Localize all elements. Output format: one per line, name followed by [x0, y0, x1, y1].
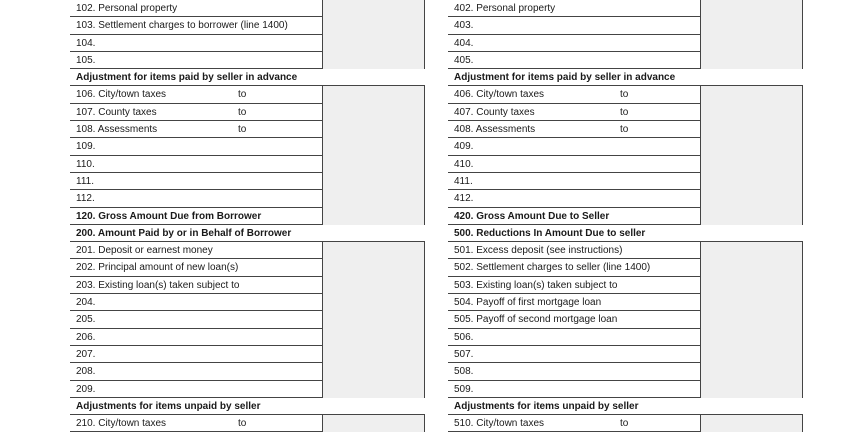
form-row	[448, 69, 803, 86]
form-row	[70, 52, 425, 69]
line-label: 102. Personal property	[76, 3, 178, 14]
form-row	[448, 259, 803, 276]
line-label: 107. County taxes	[76, 106, 157, 118]
form-row	[448, 35, 803, 52]
form-row	[448, 190, 803, 207]
amount-field[interactable]	[322, 104, 425, 121]
seller-section	[448, 0, 803, 432]
form-row	[70, 17, 425, 34]
form-row	[448, 156, 803, 173]
form-row	[448, 398, 803, 415]
amount-field[interactable]	[322, 52, 425, 69]
line-label: 500. Reductions In Amount Due to seller	[454, 227, 646, 239]
form-row	[448, 363, 803, 380]
line-label: 503. Existing loan(s) taken subject to	[454, 279, 618, 291]
line-label: 408. Assessments	[454, 124, 536, 136]
amount-field[interactable]	[700, 104, 803, 121]
form-row	[70, 208, 425, 225]
amount-field[interactable]	[322, 156, 425, 173]
amount-field[interactable]	[700, 121, 803, 138]
form-row	[448, 86, 803, 103]
line-label: 506.	[454, 331, 474, 343]
line-label: 206.	[76, 331, 96, 343]
amount-field[interactable]	[700, 17, 803, 34]
line-label: 504. Payoff of first mortgage loan	[454, 297, 602, 309]
amount-field[interactable]	[700, 381, 803, 398]
amount-field[interactable]	[700, 0, 803, 17]
amount-field[interactable]	[322, 35, 425, 52]
amount-field[interactable]	[322, 121, 425, 138]
line-label: 510. City/town taxes	[454, 418, 545, 430]
line-label: 404.	[454, 37, 474, 49]
line-label: 507.	[454, 348, 474, 360]
form-row	[448, 311, 803, 328]
amount-field[interactable]	[322, 294, 425, 311]
line-label: 110.	[76, 158, 95, 170]
line-label: 420. Gross Amount Due to Seller	[454, 210, 610, 222]
amount-field[interactable]	[322, 86, 425, 103]
date-range-to-label: to	[238, 124, 247, 136]
amount-field[interactable]	[322, 381, 425, 398]
line-label: Adjustment for items paid by seller in advance	[76, 72, 298, 84]
amount-field[interactable]	[322, 17, 425, 34]
amount-field[interactable]	[322, 190, 425, 207]
line-label: 108. Assessments	[76, 124, 158, 136]
line-label: 202. Principal amount of new loan(s)	[76, 262, 239, 274]
line-label: 200. Amount Paid by or in Behalf of Borrower	[76, 227, 292, 239]
amount-field[interactable]	[700, 86, 803, 103]
line-label: 205.	[76, 314, 96, 326]
line-label: 104.	[76, 37, 96, 49]
line-label: 210. City/town taxes	[76, 418, 167, 430]
line-label: 208.	[76, 366, 96, 378]
amount-field[interactable]	[322, 138, 425, 155]
form-row	[70, 190, 425, 207]
line-label: 407. County taxes	[454, 106, 535, 118]
date-range-to-label: to	[238, 89, 247, 101]
form-row	[70, 242, 425, 259]
date-range-to-label: to	[238, 418, 247, 430]
line-label: 403.	[454, 20, 474, 32]
form-row	[448, 104, 803, 121]
form-row	[448, 138, 803, 155]
amount-field[interactable]	[700, 242, 803, 259]
line-label: 111.	[76, 175, 94, 187]
form-row	[70, 294, 425, 311]
line-label: 411.	[454, 175, 473, 187]
amount-field[interactable]	[322, 415, 425, 432]
amount-field[interactable]	[700, 138, 803, 155]
line-label: 508.	[454, 366, 474, 378]
amount-field[interactable]	[700, 277, 803, 294]
form-row	[448, 208, 803, 225]
form-row	[70, 311, 425, 328]
line-label: 120. Gross Amount Due from Borrower	[76, 210, 262, 222]
amount-field[interactable]	[700, 346, 803, 363]
amount-field[interactable]	[322, 311, 425, 328]
form-row	[70, 329, 425, 346]
form-row	[448, 17, 803, 34]
line-label: 405.	[454, 54, 474, 66]
amount-field[interactable]	[322, 208, 425, 225]
form-row	[70, 69, 425, 86]
amount-field[interactable]	[700, 35, 803, 52]
amount-field[interactable]	[322, 259, 425, 276]
amount-field[interactable]	[700, 208, 803, 225]
line-label: 406. City/town taxes	[454, 89, 545, 101]
line-label: 103. Settlement charges to borrower (line 1400)	[76, 20, 288, 32]
amount-field[interactable]	[700, 311, 803, 328]
line-label: 505. Payoff of second mortgage loan	[454, 314, 618, 326]
amount-field[interactable]	[700, 294, 803, 311]
line-label: 105.	[76, 54, 96, 66]
form-row	[70, 225, 425, 242]
form-row	[70, 381, 425, 398]
form-row	[448, 415, 803, 432]
line-label: 203. Existing loan(s) taken subject to	[76, 279, 240, 291]
amount-field[interactable]	[700, 415, 803, 432]
form-row	[70, 121, 425, 138]
form-row	[448, 121, 803, 138]
date-range-to-label: to	[620, 106, 629, 118]
form-row	[448, 173, 803, 190]
amount-field[interactable]	[700, 156, 803, 173]
form-row	[70, 363, 425, 380]
amount-field[interactable]	[700, 363, 803, 380]
amount-field[interactable]	[700, 190, 803, 207]
line-label: 501. Excess deposit (see instructions)	[454, 245, 623, 257]
line-label: 204.	[76, 297, 96, 309]
line-label: 412.	[454, 193, 474, 205]
form-row	[448, 277, 803, 294]
form-row	[70, 104, 425, 121]
form-row	[70, 86, 425, 103]
amount-field[interactable]	[322, 277, 425, 294]
amount-field[interactable]	[700, 173, 803, 190]
line-label: 502. Settlement charges to seller (line 1400)	[454, 262, 651, 274]
date-range-to-label: to	[620, 124, 629, 136]
line-label: Adjustments for items unpaid by seller	[76, 400, 261, 412]
amount-field[interactable]	[322, 242, 425, 259]
form-row	[70, 277, 425, 294]
amount-field[interactable]	[322, 329, 425, 346]
form-row	[70, 259, 425, 276]
form-row	[70, 398, 425, 415]
form-row	[70, 415, 425, 432]
form-row	[448, 381, 803, 398]
amount-field[interactable]	[700, 259, 803, 276]
line-label: Adjustment for items paid by seller in advance	[454, 72, 676, 84]
line-label: 410.	[454, 158, 474, 170]
form-row	[448, 242, 803, 259]
date-range-to-label: to	[620, 89, 629, 101]
amount-field[interactable]	[700, 52, 803, 69]
line-label: 402. Personal property	[454, 3, 556, 14]
form-row	[70, 35, 425, 52]
line-label: 207.	[76, 348, 96, 360]
borrower-section	[70, 0, 425, 432]
amount-field[interactable]	[700, 329, 803, 346]
line-label: 112.	[76, 193, 95, 205]
form-row	[448, 329, 803, 346]
form-row	[70, 138, 425, 155]
line-label: 409.	[454, 141, 474, 153]
line-label: 109.	[76, 141, 96, 153]
line-label: 201. Deposit or earnest money	[76, 245, 213, 257]
form-row	[448, 225, 803, 242]
form-row	[448, 52, 803, 69]
form-row	[70, 156, 425, 173]
amount-field[interactable]	[322, 173, 425, 190]
amount-field[interactable]	[322, 363, 425, 380]
amount-field[interactable]	[322, 346, 425, 363]
line-label: 509.	[454, 383, 474, 395]
form-row	[448, 0, 803, 17]
form-row	[448, 294, 803, 311]
line-label: 106. City/town taxes	[76, 89, 167, 101]
form-row	[70, 0, 425, 17]
form-row	[70, 346, 425, 363]
form-row	[70, 173, 425, 190]
line-label: 209.	[76, 383, 96, 395]
form-row	[448, 346, 803, 363]
amount-field[interactable]	[322, 0, 425, 17]
date-range-to-label: to	[620, 418, 629, 430]
date-range-to-label: to	[238, 106, 247, 118]
line-label: Adjustments for items unpaid by seller	[454, 400, 639, 412]
